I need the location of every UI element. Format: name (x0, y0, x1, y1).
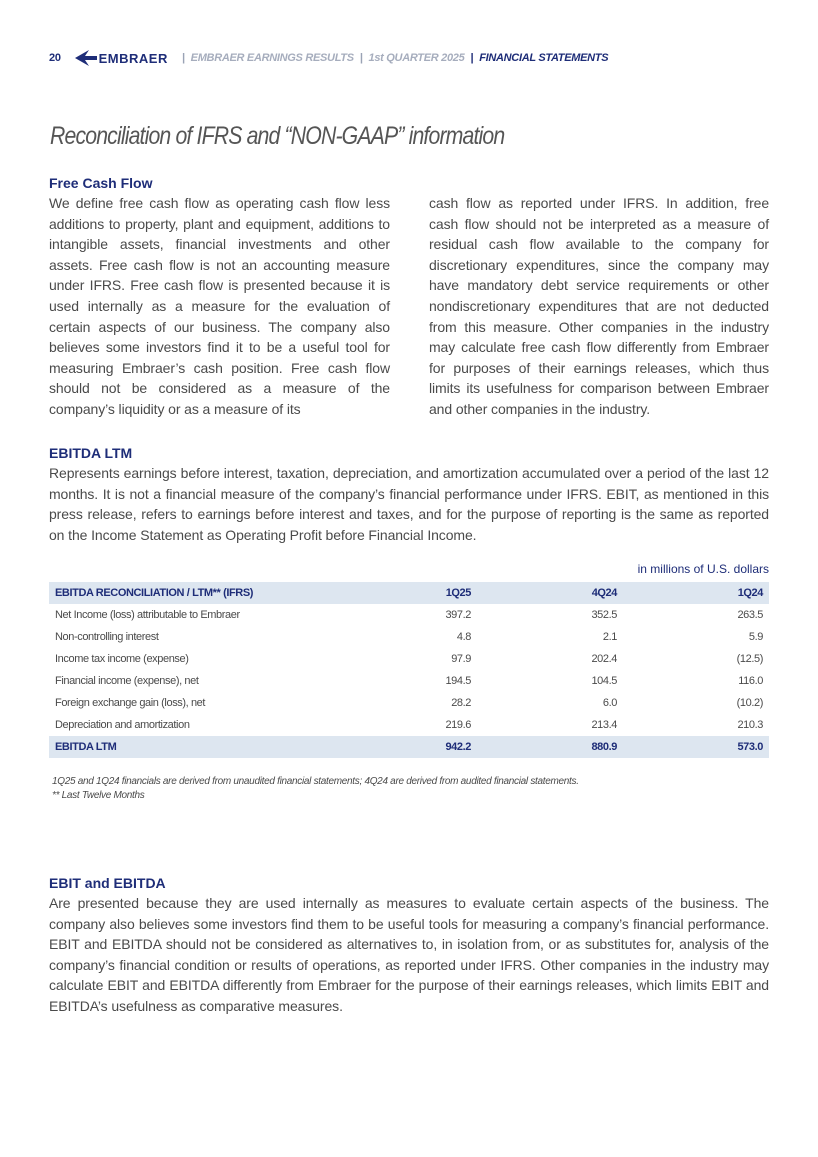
cell: (12.5) (736, 653, 763, 665)
column-header: 1Q24 (623, 582, 769, 604)
cell: 28.2 (451, 697, 471, 709)
ebitda-ltm-text: Represents earnings before interest, taxation, depreciation, and amortization accumulated over a period of the last 12 months. It is not a financial measure of the company’s financial performance under IFRS. EBIT, as mentioned in this press release, refers to earnings before interest and taxes, and for the purpose of reporting is the same as reported on the Income Statement as Operating Profit before Financial Income. (49, 465, 769, 543)
table-total-row (49, 736, 769, 758)
cell: 104.5 (591, 675, 617, 687)
units-label: in millions of U.S. dollars (637, 562, 769, 576)
column-header: 4Q24 (477, 582, 623, 604)
table-row (49, 670, 769, 692)
cell: 352.5 (591, 609, 617, 621)
ebit-ebitda-text: Are presented because they are used internally as measures to evaluate certain aspects of the business. The company also believes some investors find them to be useful tools for measuring a company’s financial performance. EBIT and EBITDA should not be considered as alternatives to, in isolation from, or as substitutes for, analysis of the company’s financial condition or results of operations, as reported under IFRS. Other companies in the industry may calculate EBIT and EBITDA differently from Embraer for the purpose of their earnings releases, which limits EBIT and EBITDA’s usefulness as comparative measures. (49, 895, 769, 1014)
embraer-arrow-icon (75, 50, 97, 66)
separator: | (181, 52, 185, 64)
free-cash-flow-text-col1: We define free cash flow as operating cash flow less additions to property, plant and equipment, additions to intangible assets, financial investments and other assets. Free cash flow is not an accounting measure under IFRS. Free cash flow is presented because it is used internally as a measure for the evaluation of certain aspects of our business. The company also believes some investors find it to be a useful tool for measuring Embraer’s cash position. Free cash flow should not be considered as a measure of the company’s liquidity or as a measure of its (49, 195, 390, 417)
breadcrumb-quarter: 1st QUARTER 2025 (368, 52, 465, 64)
separator: | (470, 52, 474, 64)
cell: 397.2 (445, 609, 471, 621)
cell: 97.9 (451, 653, 471, 665)
cell: 213.4 (591, 719, 617, 731)
table-header-row (49, 582, 769, 604)
row-label: Income tax income (expense) (55, 653, 189, 665)
cell: 5.9 (748, 631, 763, 643)
table-row (49, 648, 769, 670)
cell: 6.0 (602, 697, 617, 709)
table-row (49, 604, 769, 626)
ebitda-reconciliation-table (49, 582, 769, 758)
table-row (49, 692, 769, 714)
cell: 880.9 (477, 736, 623, 758)
ltm-footnote: ** Last Twelve Months (52, 790, 145, 801)
table-footnote: 1Q25 and 1Q24 financials are derived from unaudited financial statements; 4Q24 are derived from audited financial statements. (52, 776, 579, 787)
row-label: Foreign exchange gain (loss), net (55, 697, 206, 709)
cell: 942.2 (401, 736, 477, 758)
row-label: Net Income (loss) attributable to Embraer (55, 609, 240, 621)
cell: 573.0 (623, 736, 769, 758)
row-label: Non-controlling interest (55, 631, 159, 643)
page-number: 20 (49, 52, 61, 64)
cell: 210.3 (737, 719, 763, 731)
cell: 2.1 (602, 631, 617, 643)
cell: 194.5 (445, 675, 471, 687)
embraer-logo (75, 50, 168, 66)
free-cash-flow-text-col2: cash flow as reported under IFRS. In addition, free cash flow should not be interpreted as a measure of residual cash flow available to the company for discretionary expenditures, since the company may have mandatory debt service requirements or other nondiscretionary expenditures that are not deducted from this measure. Other companies in the industry may calculate free cash flow differently from Embraer for purposes of their earnings releases, which thus limits its usefulness for comparison between Embraer and other companies in the industry. (429, 195, 769, 417)
cell: 202.4 (591, 653, 617, 665)
free-cash-flow-heading: Free Cash Flow (49, 175, 153, 191)
breadcrumb-report: EMBRAER EARNINGS RESULTS (190, 52, 354, 64)
ebit-ebitda-heading: EBIT and EBITDA (49, 875, 166, 891)
column-header: EBITDA RECONCILIATION / LTM** (IFRS) (49, 582, 401, 604)
cell: 116.0 (738, 675, 763, 687)
breadcrumb-section: FINANCIAL STATEMENTS (479, 52, 609, 64)
column-header: 1Q25 (401, 582, 477, 604)
table-row (49, 714, 769, 736)
cell: 219.6 (445, 719, 471, 731)
page-title: Reconciliation of IFRS and “NON-GAAP” information (50, 122, 505, 150)
row-label: Depreciation and amortization (55, 719, 190, 731)
table-row (49, 626, 769, 648)
cell: 4.8 (456, 631, 471, 643)
cell: (10.2) (736, 697, 763, 709)
separator: | (359, 52, 363, 64)
logo-text: EMBRAER (98, 50, 168, 66)
row-label: Financial income (expense), net (55, 675, 199, 687)
cell: 263.5 (737, 609, 763, 621)
ebitda-ltm-heading: EBITDA LTM (49, 445, 133, 461)
page-header (49, 50, 608, 66)
row-label: EBITDA LTM (49, 736, 401, 758)
